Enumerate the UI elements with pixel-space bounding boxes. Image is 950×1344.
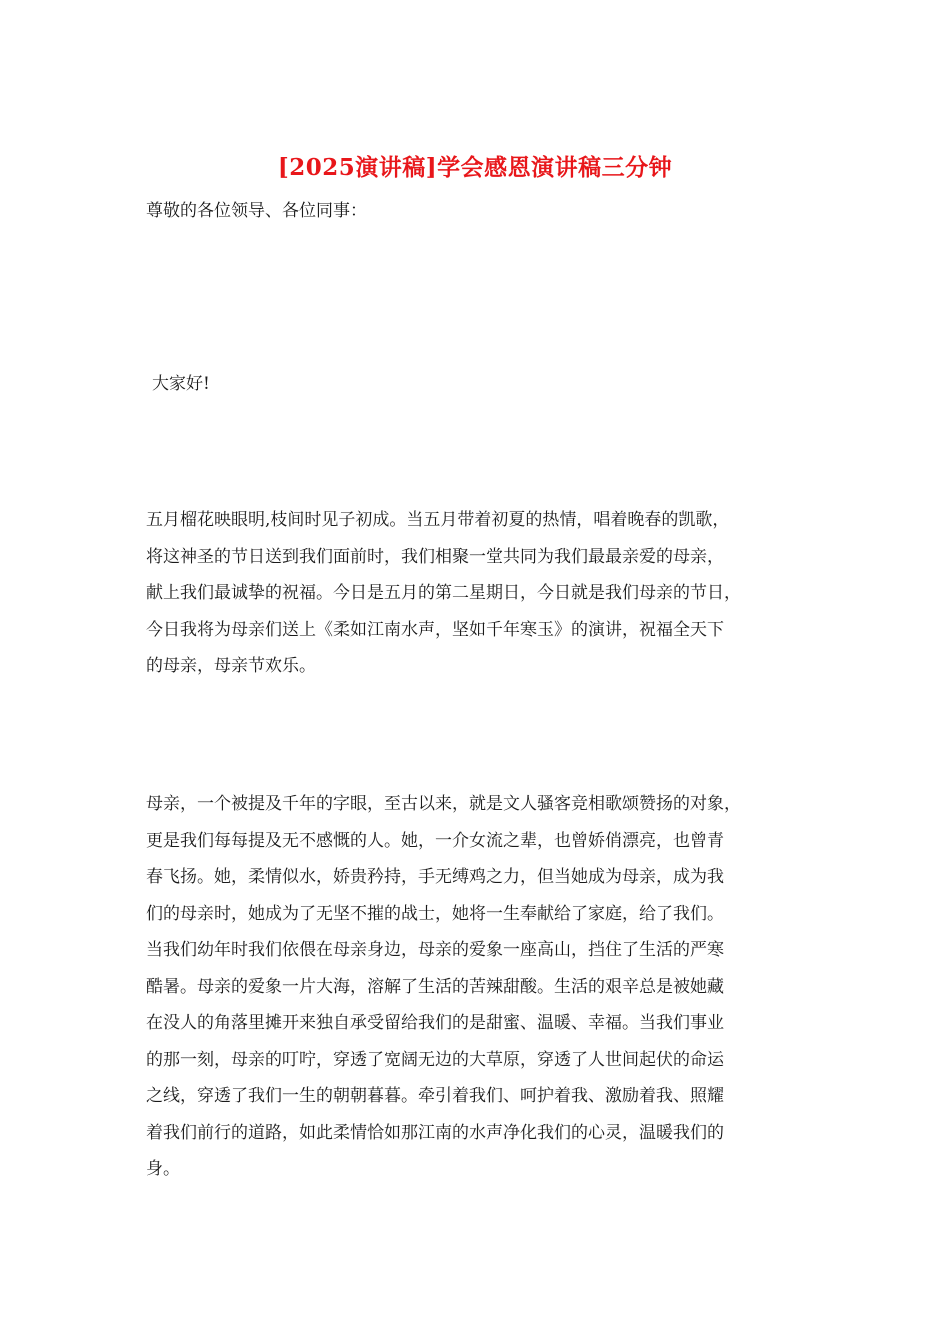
paragraph-2-line: 们的母亲时，她成为了无坚不摧的战士，她将一生奉献给了家庭，给了我们。 — [146, 903, 724, 924]
paragraph-2-line: 之线，穿透了我们一生的朝朝暮暮。牵引着我们、呵护着我、激励着我、照耀 — [146, 1086, 724, 1106]
paragraph-2-line: 更是我们每每提及无不感慨的人。她，一介女流之辈，也曾娇俏漂亮，也曾青 — [146, 830, 724, 851]
paragraph-2-line: 当我们幼年时我们依偎在母亲身边，母亲的爱象一座高山，挡住了生活的严寒 — [146, 940, 724, 960]
salutation: 尊敬的各位领导、各位同事： — [146, 201, 367, 221]
paragraph-2-line: 酷暑。母亲的爱象一片大海，溶解了生活的苦辣甜酸。生活的艰辛总是被她藏 — [146, 976, 724, 997]
paragraph-2-line: 母亲，一个被提及千年的字眼，至古以来，就是文人骚客竞相歌颂赞扬的对象， — [146, 794, 741, 814]
paragraph-2-line: 春飞扬。她，柔情似水，娇贵矜持，手无缚鸡之力，但当她成为母亲，成为我 — [146, 867, 724, 887]
paragraph-2-line: 在没人的角落里摊开来独自承受留给我们的是甜蜜、温暖、幸福。当我们事业 — [146, 1013, 724, 1033]
paragraph-1-line: 将这神圣的节日送到我们面前时，我们相聚一堂共同为我们最最亲爱的母亲， — [146, 546, 724, 567]
paragraph-1-line: 献上我们最诚挚的祝福。今日是五月的第二星期日，今日就是我们母亲的节日， — [146, 583, 741, 603]
paragraph-2 — [146, 786, 811, 1188]
paragraph-1 — [146, 502, 811, 685]
greeting: 大家好! — [152, 374, 210, 394]
document-title: [2025演讲稿]学会感恩演讲稿三分钟 — [277, 154, 673, 181]
paragraph-2-line: 身。 — [146, 1159, 180, 1179]
paragraph-2-line: 的那一刻，母亲的叮咛，穿透了宽阔无边的大草原，穿透了人世间起伏的命运 — [146, 1049, 724, 1070]
paragraph-1-line: 的母亲，母亲节欢乐。 — [146, 656, 316, 676]
paragraph-1-line: 今日我将为母亲们送上《柔如江南水声，坚如千年寒玉》的演讲，祝福全天下 — [146, 619, 724, 640]
paragraph-1-line: 五月榴花映眼明,枝间时见子初成。当五月带着初夏的热情，唱着晚春的凯歌， — [146, 510, 730, 530]
paragraph-2-line: 着我们前行的道路，如此柔情恰如那江南的水声净化我们的心灵，温暖我们的 — [146, 1122, 724, 1143]
